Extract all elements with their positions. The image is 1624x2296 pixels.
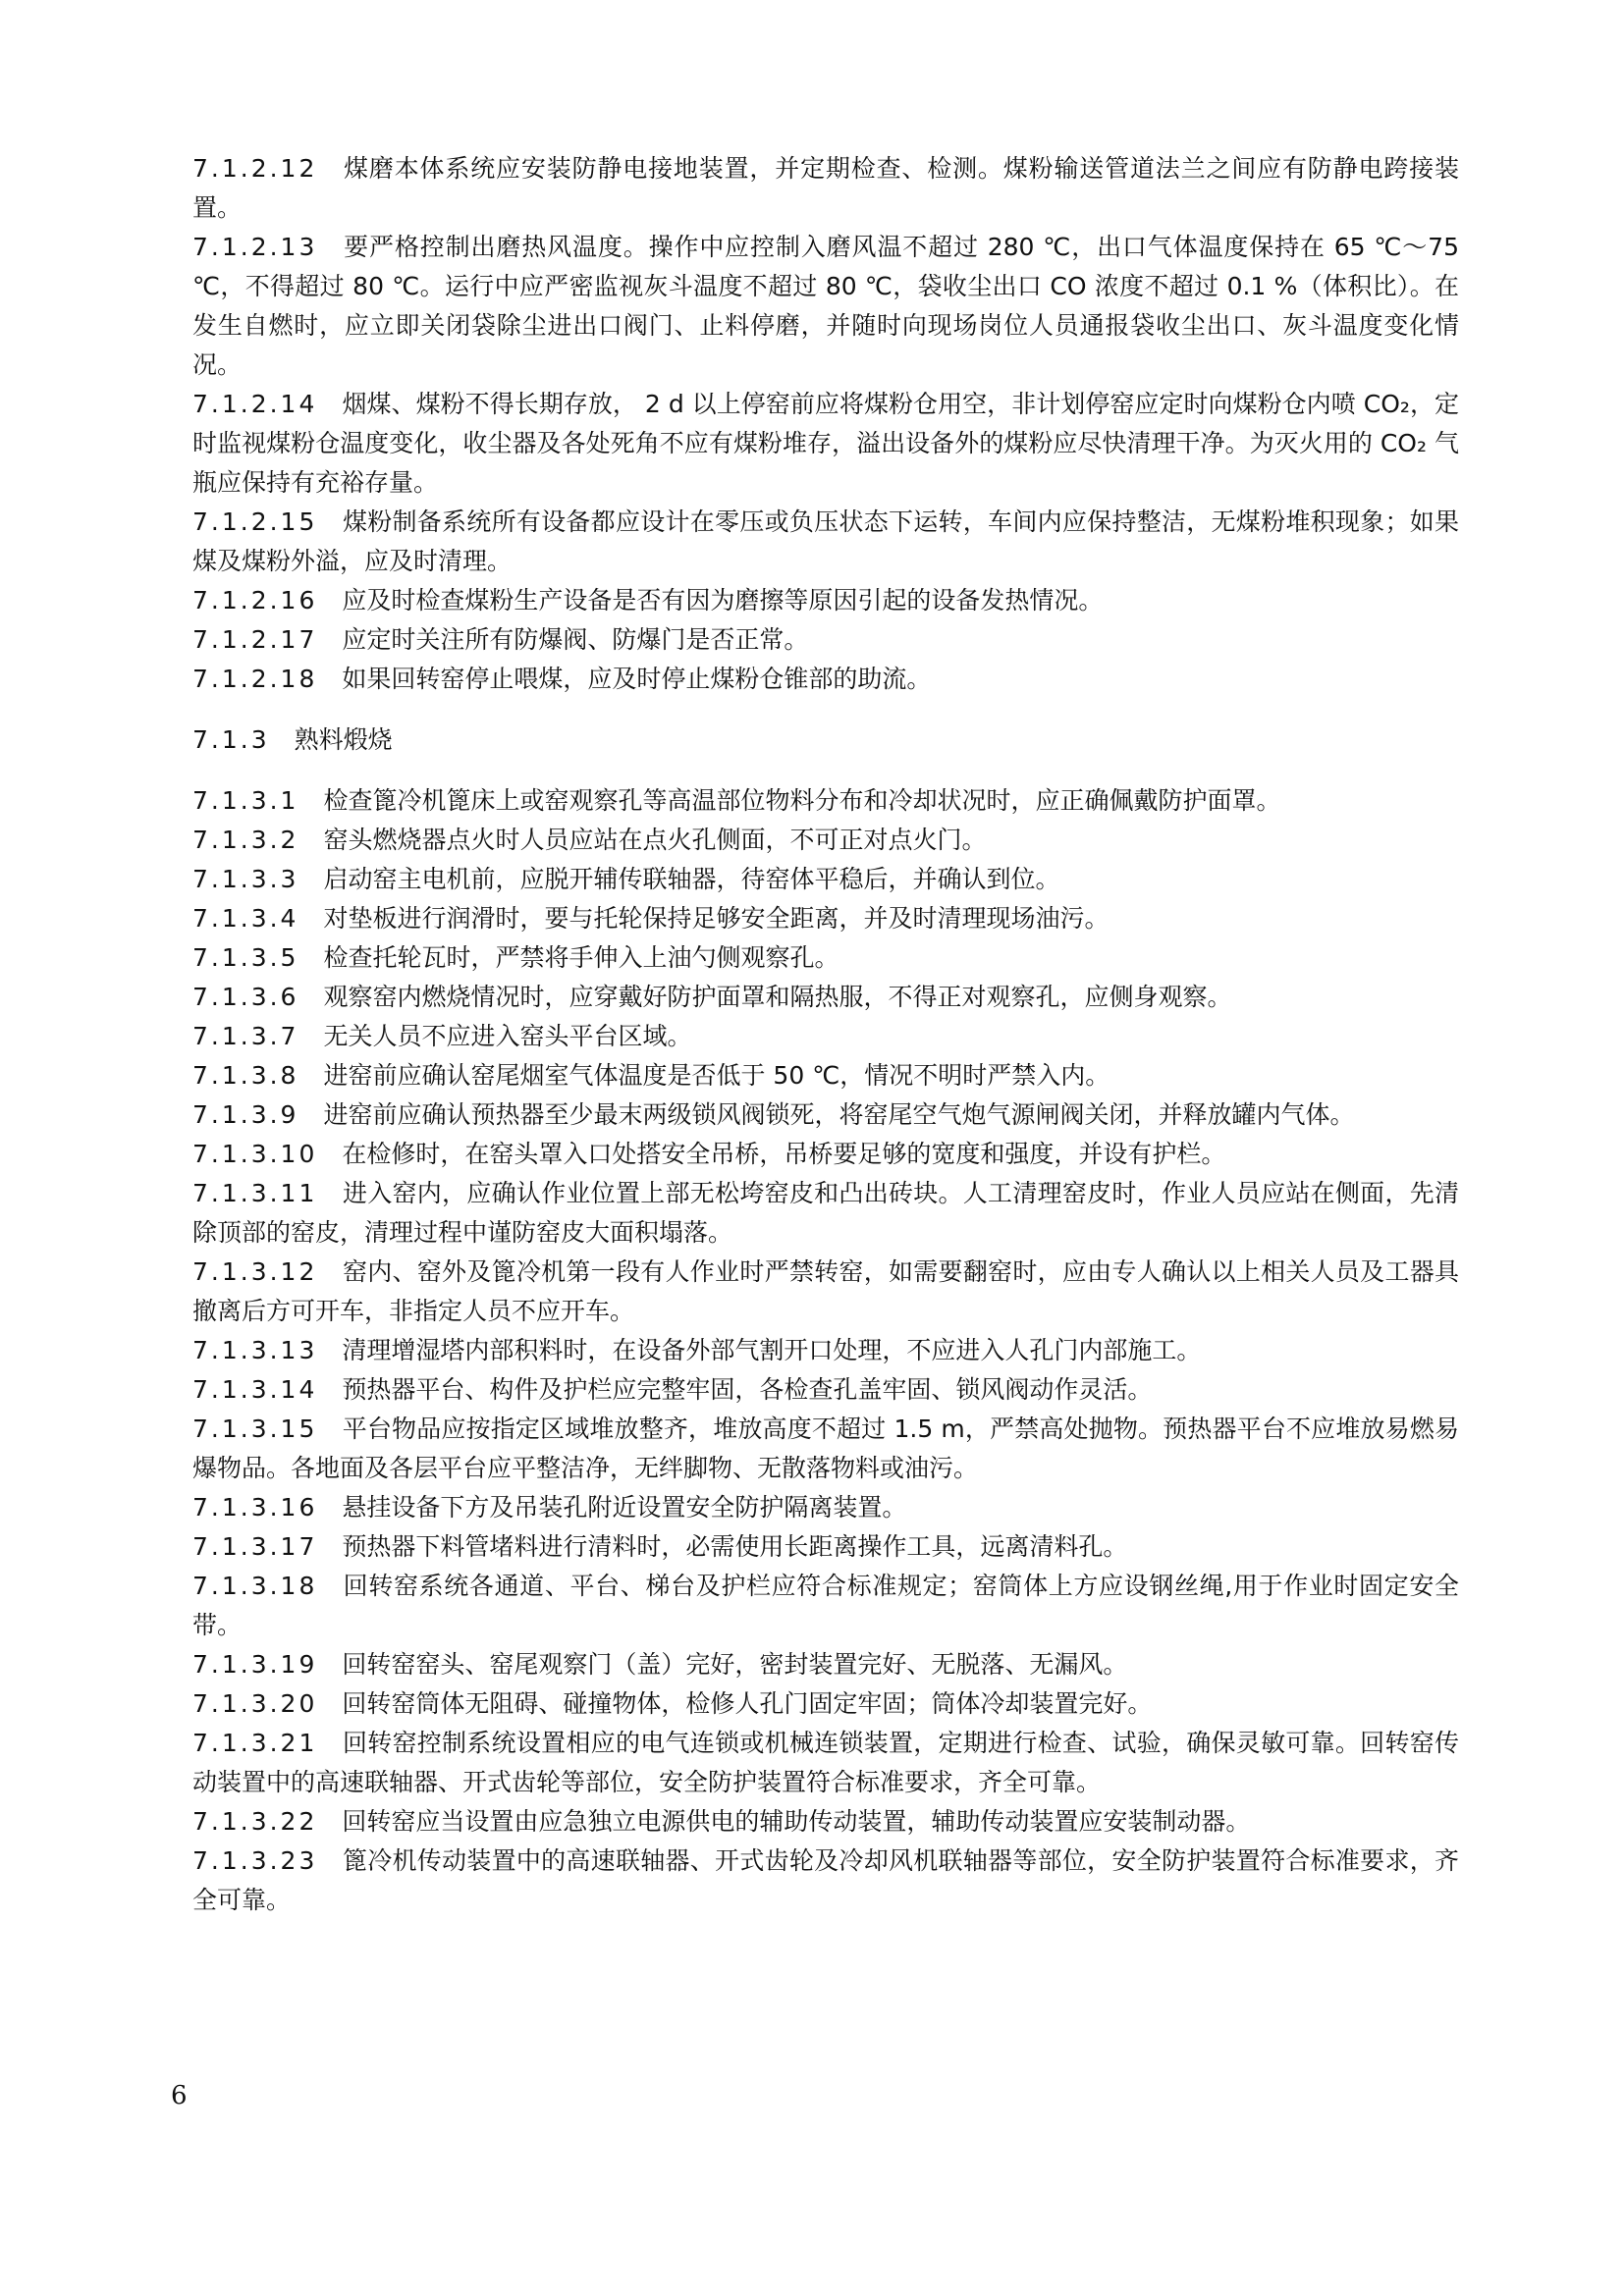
clause-number: 7.1.3.11	[192, 1179, 318, 1207]
clause-number: 7.1.2.15	[192, 507, 318, 536]
clause-number: 7.1.3.12	[192, 1257, 318, 1286]
clause-number: 7.1.3.4	[192, 904, 299, 933]
clause	[192, 1017, 1459, 1056]
clause-number: 7.1.3.15	[192, 1415, 318, 1443]
section-heading	[192, 721, 1459, 760]
clause	[192, 1567, 1459, 1645]
clause-text: 回转窑应当设置由应急独立电源供电的辅助传动装置，辅助传动装置应安装制动器。	[342, 1807, 1251, 1836]
clause	[192, 1684, 1459, 1724]
clause	[192, 1645, 1459, 1684]
clause-list-7-1-2	[192, 149, 1467, 699]
clause-number: 7.1.2.18	[192, 665, 318, 693]
clause	[192, 660, 1459, 699]
clause-text: 进窑前应确认窑尾烟室气体温度是否低于 50 ℃，情况不明时严禁入内。	[323, 1061, 1110, 1090]
clause-number: 7.1.3.6	[192, 983, 299, 1011]
clause-number: 7.1.3.16	[192, 1493, 318, 1522]
clause	[192, 1331, 1459, 1370]
clause-number: 7.1.3.23	[192, 1846, 318, 1875]
clause	[192, 1724, 1459, 1802]
clause	[192, 1410, 1459, 1488]
clause-text: 无关人员不应进入窑头平台区域。	[323, 1022, 692, 1050]
clause-text: 在检修时，在窑头罩入口处搭安全吊桥，吊桥要足够的宽度和强度，并设有护栏。	[342, 1140, 1226, 1168]
clause-number: 7.1.3.19	[192, 1650, 318, 1679]
page-number: 6	[171, 2081, 188, 2110]
clause-text: 清理增湿塔内部积料时，在设备外部气割开口处理，不应进入人孔门内部施工。	[342, 1336, 1202, 1364]
clause-text: 烟煤、煤粉不得长期存放， 2 d 以上停窑前应将煤粉仓用空，非计划停窑应定时向煤粉仓内喷 CO₂，定时监视煤粉仓温度变化，收尘器及各处死角不应有煤粉堆存，溢出设备外的煤粉应尽快清理干净。为灭火用的 CO₂ 气瓶应保持有充裕存量。	[192, 390, 1459, 497]
clause-text: 启动窑主电机前，应脱开辅传联轴器，待窑体平稳后，并确认到位。	[323, 865, 1060, 893]
clause-text: 悬挂设备下方及吊装孔附近设置安全防护隔离装置。	[342, 1493, 907, 1522]
clause-text: 进窑前应确认预热器至少最末两级锁风阀锁死，将窑尾空气炮气源闸阀关闭，并释放罐内气体。	[323, 1100, 1355, 1129]
clause-text: 检查篦冷机篦床上或窑观察孔等高温部位物料分布和冷却状况时，应正确佩戴防护面罩。	[323, 786, 1281, 815]
clause-text: 煤磨本体系统应安装防静电接地装置，并定期检查、检测。煤粉输送管道法兰之间应有防静电跨接装置。	[192, 154, 1459, 222]
clause-text: 回转窑窑头、窑尾观察门（盖）完好，密封装置完好、无脱落、无漏风。	[342, 1650, 1128, 1679]
clause	[192, 581, 1459, 620]
clause-number: 7.1.3.7	[192, 1022, 299, 1050]
clause	[192, 1095, 1459, 1135]
clause-text: 窑内、窑外及篦冷机第一段有人作业时严禁转窑，如需要翻窑时，应由专人确认以上相关人员及工器具撤离后方可开车，非指定人员不应开车。	[192, 1257, 1459, 1325]
clause-text: 如果回转窑停止喂煤，应及时停止煤粉仓锥部的助流。	[342, 665, 932, 693]
clause-number: 7.1.3.9	[192, 1100, 299, 1129]
clause	[192, 821, 1459, 860]
clause	[192, 503, 1459, 581]
clause	[192, 385, 1459, 503]
clause	[192, 1174, 1459, 1253]
clause-text: 应及时检查煤粉生产设备是否有因为磨擦等原因引起的设备发热情况。	[342, 586, 1104, 614]
clause	[192, 1527, 1459, 1567]
clause-number: 7.1.3.1	[192, 786, 299, 815]
clause-number: 7.1.3.8	[192, 1061, 299, 1090]
clause-text: 进入窑内，应确认作业位置上部无松垮窑皮和凸出砖块。人工清理窑皮时，作业人员应站在侧面，先清除顶部的窑皮，清理过程中谨防窑皮大面积塌落。	[192, 1179, 1459, 1247]
clause	[192, 1802, 1459, 1842]
clause-number: 7.1.2.14	[192, 390, 318, 418]
clause-text: 对垫板进行润滑时，要与托轮保持足够安全距离，并及时清理现场油污。	[323, 904, 1110, 933]
clause-text: 回转窑系统各通道、平台、梯台及护栏应符合标准规定；窑筒体上方应设钢丝绳,用于作业时固定安全带。	[192, 1572, 1459, 1639]
clause-number: 7.1.3.2	[192, 826, 299, 854]
page-content	[192, 149, 1467, 1920]
clause-text: 预热器平台、构件及护栏应完整牢固，各检查孔盖牢固、锁风阀动作灵活。	[342, 1375, 1153, 1404]
section-number: 7.1.3	[192, 725, 270, 754]
section-title: 熟料煅烧	[294, 725, 393, 754]
clause-number: 7.1.3.5	[192, 943, 299, 972]
clause-text: 煤粉制备系统所有设备都应设计在零压或负压状态下运转，车间内应保持整洁，无煤粉堆积现象；如果煤及煤粉外溢，应及时清理。	[192, 507, 1459, 575]
clause-text: 预热器下料管堵料进行清料时，必需使用长距离操作工具，远离清料孔。	[342, 1532, 1128, 1561]
clause-number: 7.1.3.10	[192, 1140, 318, 1168]
clause-text: 观察窑内燃烧情况时，应穿戴好防护面罩和隔热服，不得正对观察孔，应侧身观察。	[323, 983, 1232, 1011]
clause-number: 7.1.2.17	[192, 625, 318, 654]
clause	[192, 860, 1459, 899]
clause-text: 应定时关注所有防爆阀、防爆门是否正常。	[342, 625, 809, 654]
clause-text: 篦冷机传动装置中的高速联轴器、开式齿轮及冷却风机联轴器等部位，安全防护装置符合标准要求，齐全可靠。	[192, 1846, 1459, 1914]
clause	[192, 1370, 1459, 1410]
clause	[192, 1056, 1459, 1095]
clause	[192, 228, 1467, 385]
clause-list-7-1-3	[192, 781, 1459, 1920]
clause	[192, 620, 1459, 660]
clause	[192, 781, 1459, 821]
clause-number: 7.1.3.13	[192, 1336, 318, 1364]
clause-text: 平台物品应按指定区域堆放整齐，堆放高度不超过 1.5 m，严禁高处抛物。预热器平台不应堆放易燃易爆物品。各地面及各层平台应平整洁净，无绊脚物、无散落物料或油污。	[192, 1415, 1459, 1482]
clause	[192, 1488, 1459, 1527]
clause	[192, 899, 1459, 938]
clause	[192, 1842, 1459, 1920]
clause-number: 7.1.2.16	[192, 586, 318, 614]
clause	[192, 1253, 1459, 1331]
clause	[192, 1135, 1459, 1174]
clause-text: 窑头燃烧器点火时人员应站在点火孔侧面，不可正对点火门。	[323, 826, 987, 854]
clause-number: 7.1.3.22	[192, 1807, 318, 1836]
clause-number: 7.1.3.21	[192, 1729, 318, 1757]
clause-text: 回转窑筒体无阻碍、碰撞物体，检修人孔门固定牢固；筒体冷却装置完好。	[342, 1689, 1153, 1718]
clause-number: 7.1.3.20	[192, 1689, 318, 1718]
clause	[192, 978, 1459, 1017]
clause-text: 要严格控制出磨热风温度。操作中应控制入磨风温不超过 280 ℃，出口气体温度保持在 65 ℃～75 ℃，不得超过 80 ℃。运行中应严密监视灰斗温度不超过 80 ℃，袋收尘出口 CO 浓度不超过 0.1 %（体积比）。在发生自燃时，应立即关闭袋除尘进出口阀门、止料停磨，并随时向现场岗位人员通报袋收尘出口、灰斗温度变化情况。	[192, 233, 1467, 379]
clause-number: 7.1.3.14	[192, 1375, 318, 1404]
clause	[192, 149, 1459, 228]
clause	[192, 938, 1459, 978]
clause-number: 7.1.3.18	[192, 1572, 318, 1600]
clause-number: 7.1.2.13	[192, 233, 318, 261]
clause-text: 检查托轮瓦时，严禁将手伸入上油勺侧观察孔。	[323, 943, 839, 972]
clause-number: 7.1.3.17	[192, 1532, 318, 1561]
clause-number: 7.1.3.3	[192, 865, 299, 893]
clause-number: 7.1.2.12	[192, 154, 318, 183]
clause-text: 回转窑控制系统设置相应的电气连锁或机械连锁装置，定期进行检查、试验，确保灵敏可靠。回转窑传动装置中的高速联轴器、开式齿轮等部位，安全防护装置符合标准要求，齐全可靠。	[192, 1729, 1459, 1796]
